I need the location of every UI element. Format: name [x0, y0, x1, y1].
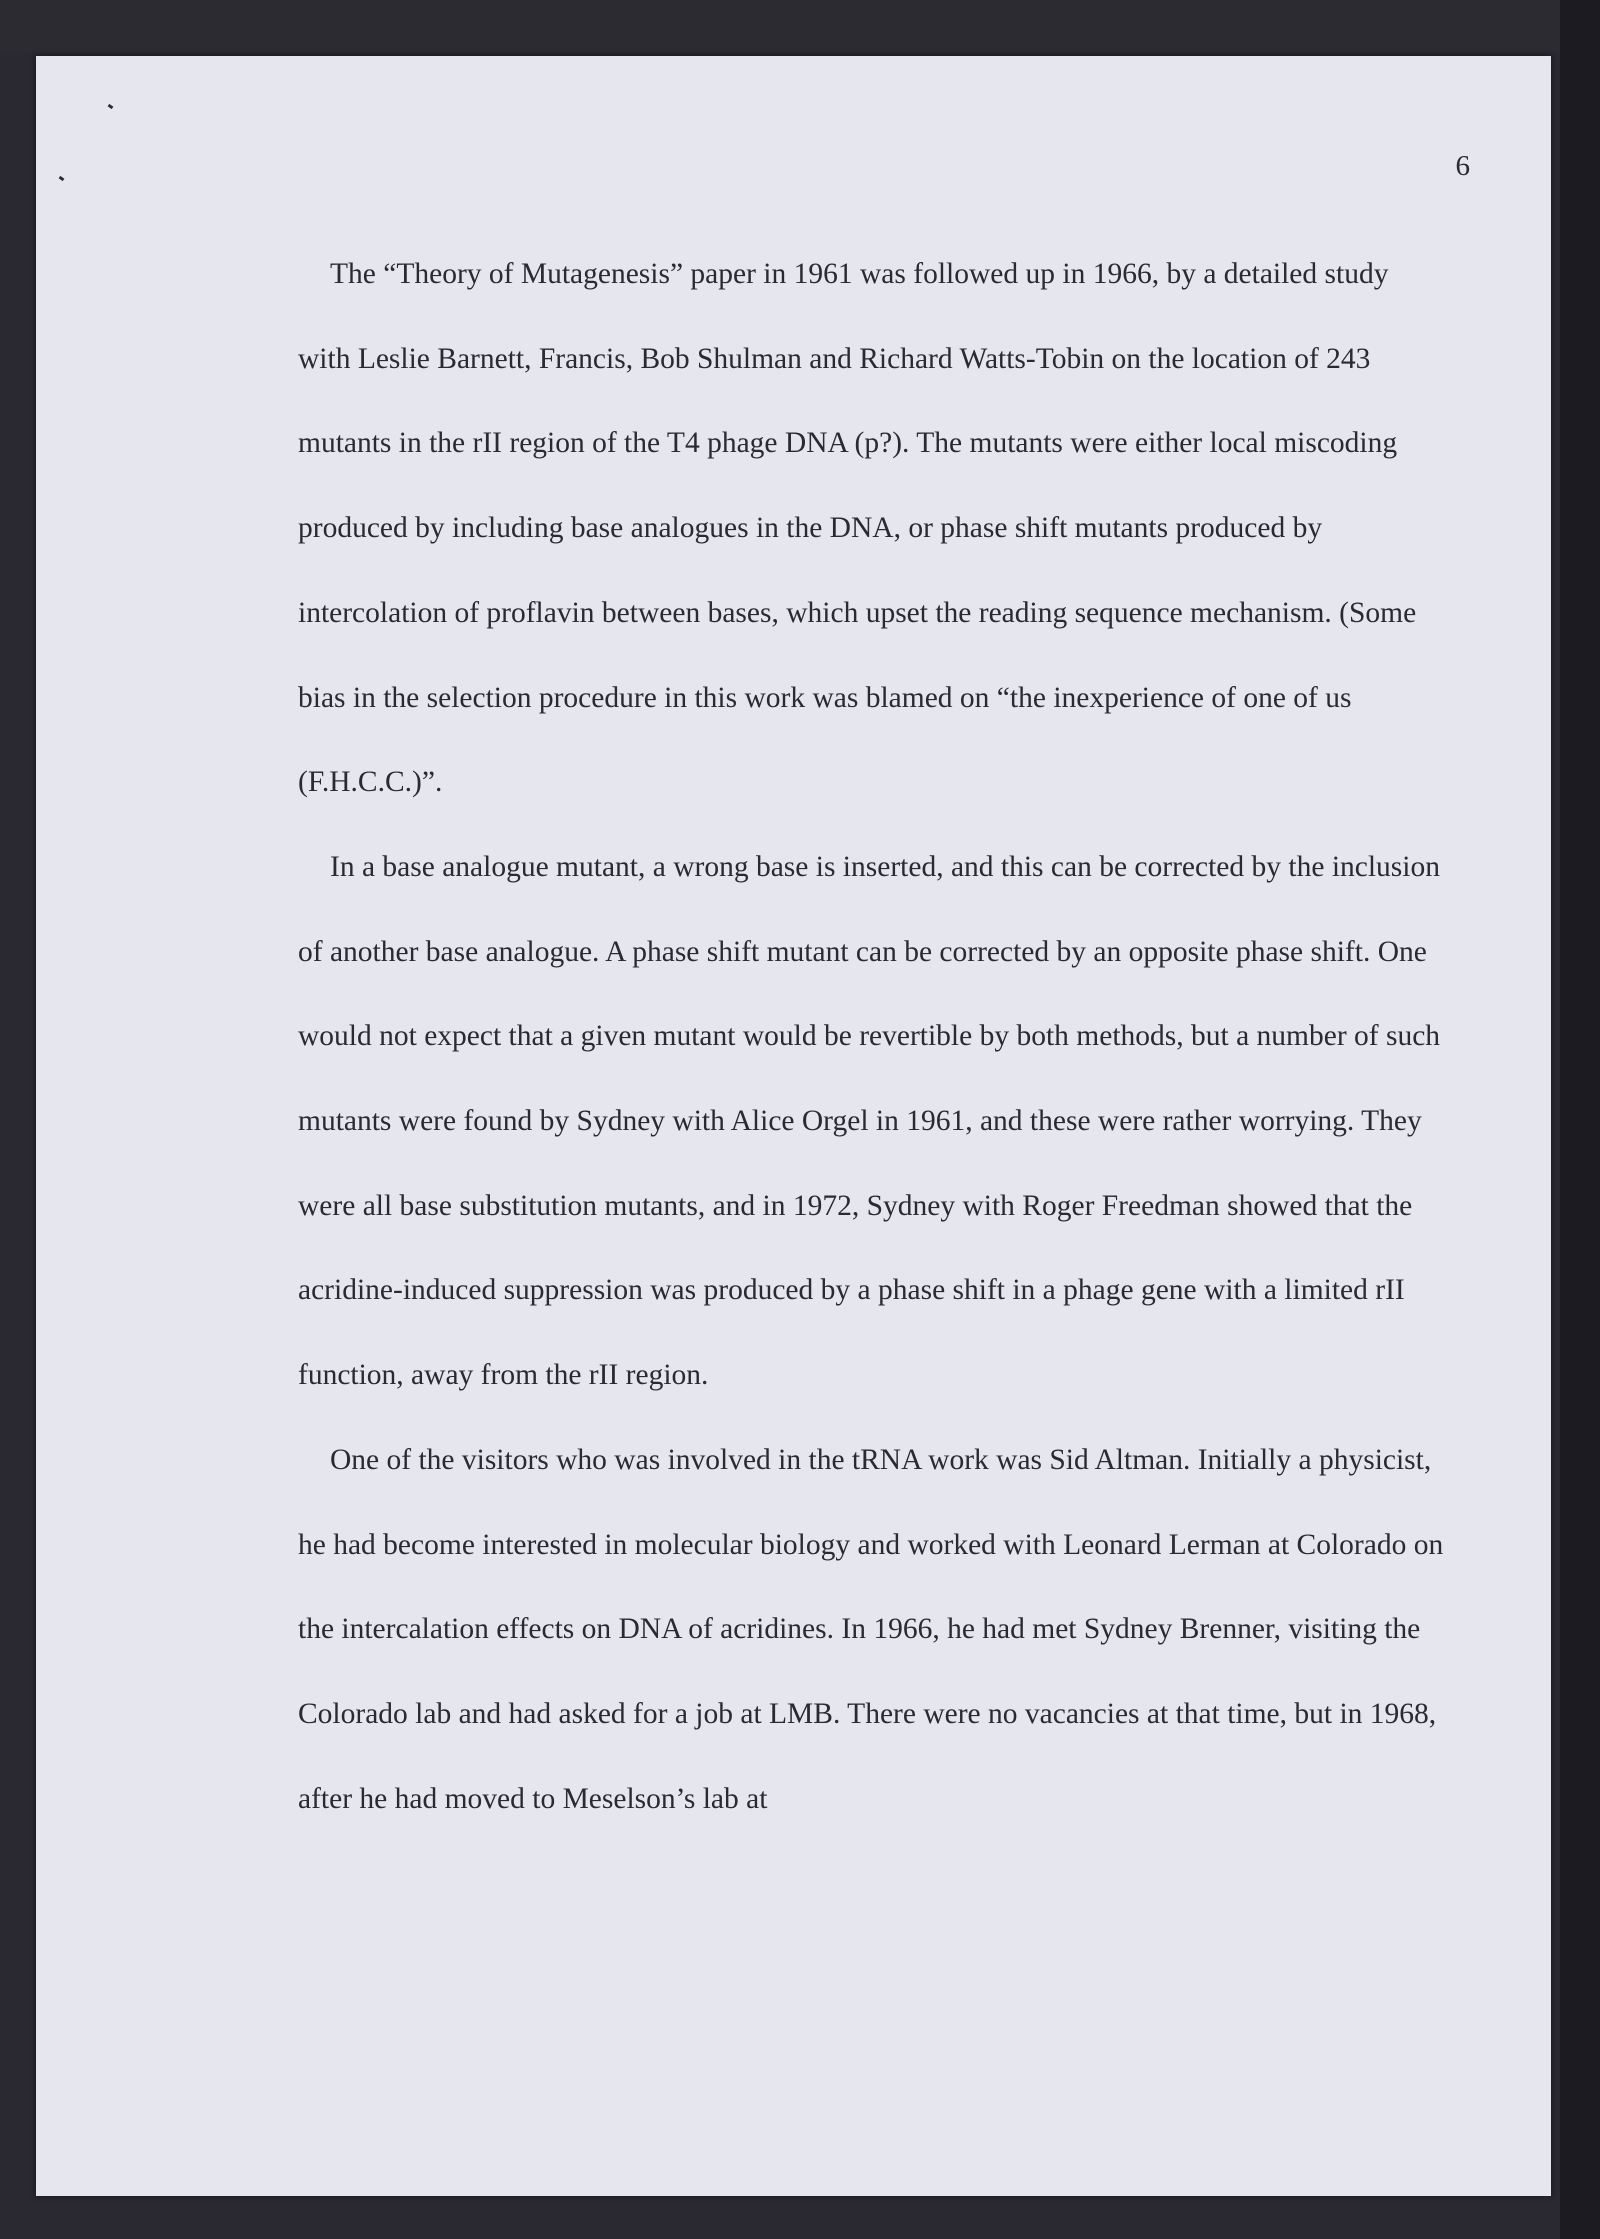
scan-background-edge [1560, 0, 1600, 2239]
scan-speck [108, 104, 114, 109]
body-text [298, 232, 1448, 1841]
paragraph: In a base analogue mutant, a wrong base is inserted, and this can be corrected by the inclusion of another base analogue. A phase shift mutant can be corrected by an opposite phase shift. One would not expect that a given mutant would be revertible by both methods, but a number of such mutants were found by Sydney with Alice Orgel in 1961, and these were rather worrying. They were all base substitution mutants, and in 1972, Sydney with Roger Freedman showed that the acridine-induced suppression was produced by a phase shift in a phage gene with a limited rII function, away from the rII region. [298, 850, 1441, 1392]
page-number: 6 [1455, 150, 1470, 182]
scan-background-top [0, 0, 1600, 52]
scan-speck [59, 176, 65, 181]
paragraph: The “Theory of Mutagenesis” paper in 1961 was followed up in 1966, by a detailed study with Leslie Barnett, Francis, Bob Shulman and Richard Watts-Tobin on the location of 243 mutants in the rII region of the T4 phage DNA (p?). The mutants were either local miscoding produced by including base analogues in the DNA, or phase shift mutants produced by intercolation of proflavin between bases, which upset the reading sequence mechanism. (Some bias in the selection procedure in this work was blamed on “the inexperience of one of us (F.H.C.C.)”. [298, 258, 1417, 799]
paragraph: One of the visitors who was involved in the tRNA work was Sid Altman. Initially a physicist, he had become interested in molecular biology and worked with Leonard Lerman at Colorado on the intercalation effects on DNA of acridines. In 1966, he had met Sydney Brenner, visiting the Colorado lab and had asked for a job at LMB. There were no vacancies at that time, but in 1968, after he had moved to Meselson’s lab at [298, 1443, 1444, 1815]
